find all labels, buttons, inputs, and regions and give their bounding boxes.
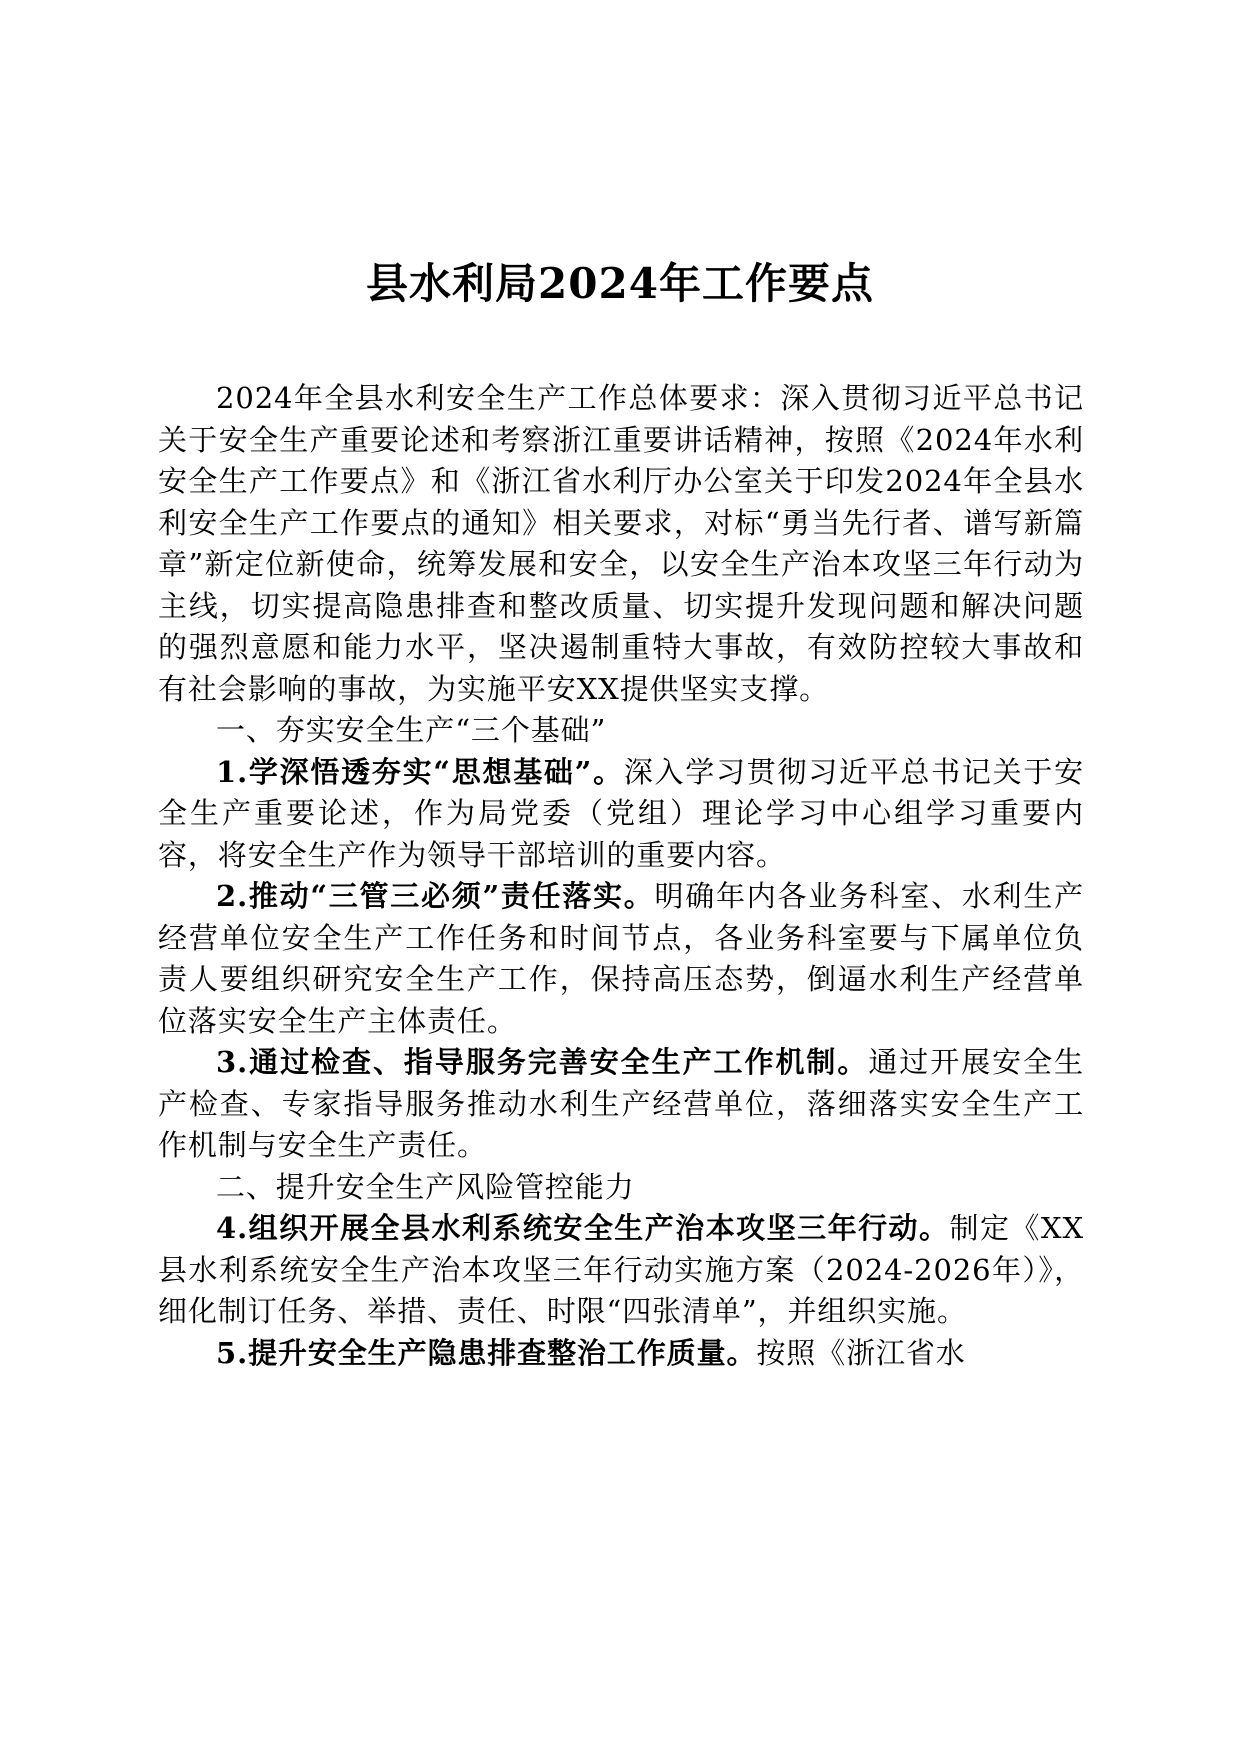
item-heading-4: 4.组织开展全县水利系统安全生产治本攻坚三年行动。	[216, 1211, 950, 1245]
section-heading-2: 二、提升安全生产风险管控能力	[216, 1169, 635, 1204]
item-paragraph-3	[158, 1042, 1084, 1167]
item-text-4: 制定《XX县水利系统安全生产治本攻坚三年行动实施方案（2024-2026年）》，细化制订任务、举措、责任、时限“四张清单”，并组织实施。	[158, 1211, 1084, 1328]
document-title: 县水利局2024年工作要点	[366, 259, 874, 308]
intro-paragraph: 2024年全县水利安全生产工作总体要求：深入贯彻习近平总书记关于安全生产重要论述和考察浙江重要讲话精神，按照《2024年水利安全生产工作要点》和《浙江省水利厅办公室关于印发2024年全县水利安全生产工作要点的通知》相关要求，对标“勇当先行者、谱写新篇章”新定位新使命，统筹发展和安全，以安全生产治本攻坚三年行动为主线，切实提高隐患排查和整改质量、切实提升发现问题和解决问题的强烈意愿和能力水平，坚决遏制重特大事故，有效防控较大事故和有社会影响的事故，为实施平安XX提供坚实支撑。	[158, 381, 1084, 706]
item-heading-3: 3.通过检查、指导服务完善安全生产工作机制。	[216, 1045, 869, 1079]
section-heading-1: 一、夯实安全生产“三个基础”	[216, 713, 607, 747]
item-text-2: 明确年内各业务科室、水利生产经营单位安全生产工作任务和时间节点，各业务科室要与下属单位负责人要组织研究安全生产工作，保持高压态势，倒逼水利生产经营单位落实安全生产主体责任。	[158, 879, 1084, 1038]
item-heading-1: 1.学深悟透夯实“思想基础”。	[216, 754, 624, 789]
item-paragraph-1	[158, 752, 1084, 877]
item-paragraph-2	[158, 876, 1084, 1042]
item-text-5: 按照《浙江省水	[756, 1335, 966, 1370]
item-paragraph-4	[158, 1208, 1084, 1333]
document-body	[158, 378, 1084, 1374]
item-heading-2: 2.推动“三管三必须”责任落实。	[216, 879, 655, 913]
item-text-1: 深入学习贯彻习近平总书记关于安全生产重要论述，作为局党委（党组）理论学习中心组学习重要内容，将安全生产作为领导干部培训的重要内容。	[158, 754, 1084, 872]
item-text-3: 通过开展安全生产检查、专家指导服务推动水利生产经营单位，落细落实安全生产工作机制与安全生产责任。	[158, 1045, 1084, 1162]
item-heading-5: 5.提升安全生产隐患排查整治工作质量。	[216, 1335, 757, 1370]
item-paragraph-5	[158, 1333, 1084, 1375]
